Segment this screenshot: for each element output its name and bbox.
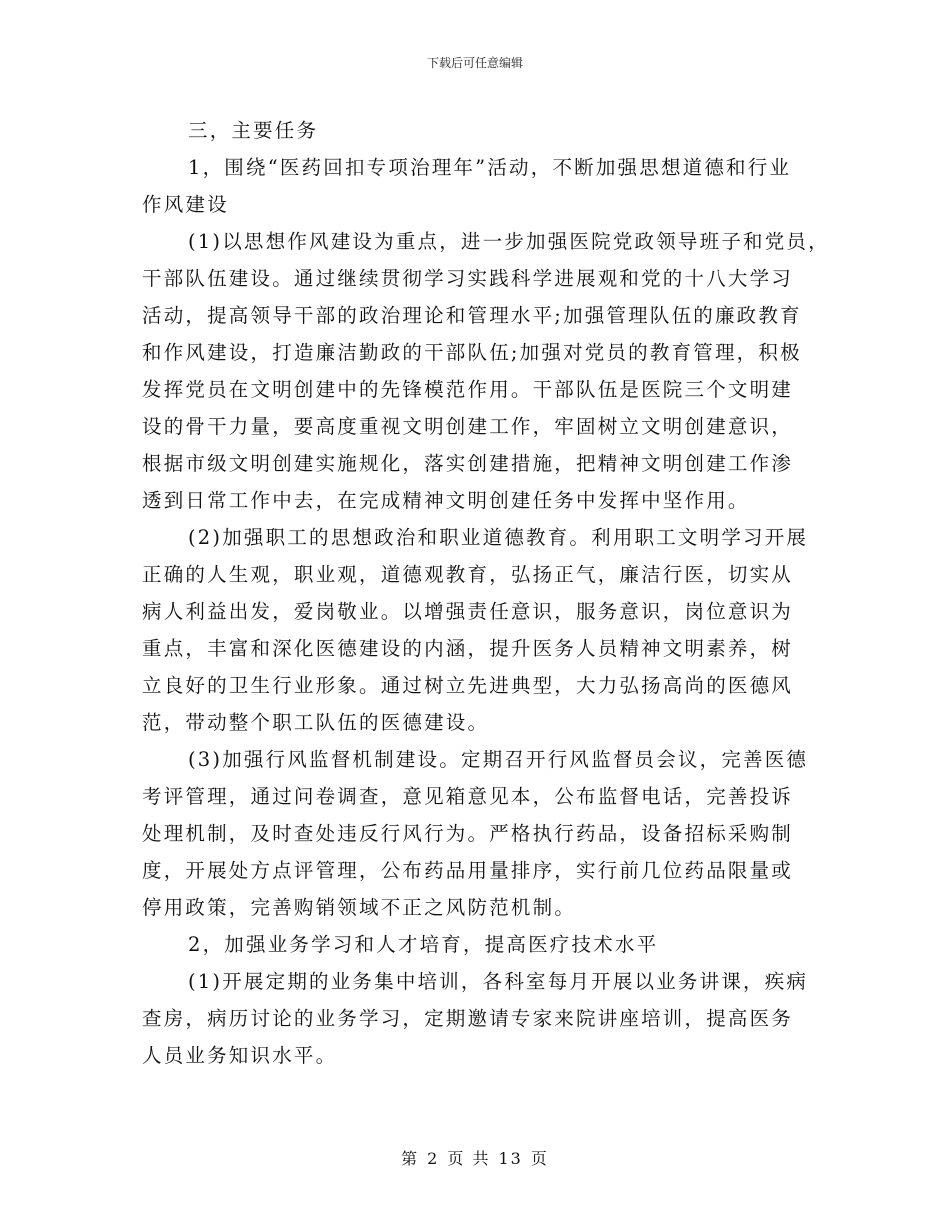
text-line: 作风建设 (142, 193, 229, 216)
text-line: 和作风建设，打造廉洁勤政的干部队伍;加强对党员的教育管理，积极 (142, 341, 802, 364)
text-line: 1，围绕“医药回扣专项治理年”活动，不断加强思想道德和行业 (188, 156, 792, 179)
footer-suffix: 页 (530, 1149, 549, 1168)
text-line: 病人利益出发，爱岗敬业。以增强责任意识，服务意识，岗位意识为 (142, 600, 794, 623)
text-line: 设的骨干力量，要高度重视文明创建工作，牢固树立文明创建意识， (142, 415, 794, 438)
text-line: 重点，丰富和深化医德建设的内涵，提升医务人员精神文明素养，树 (142, 637, 794, 660)
page-header: 下载后可任意编辑 (426, 56, 523, 70)
text-line: 考评管理，通过问卷调查，意见箱意见本，公布监督电话，完善投诉 (142, 785, 794, 808)
text-line: 干部队伍建设。通过继续贯彻学习实践科学进展观和党的十八大学习 (142, 267, 794, 290)
text-line: 透到日常工作中去，在完成精神文明创建任务中发挥中坚作用。 (142, 489, 750, 512)
text-line: (3)加强行风监督机制建设。定期召开行风监督员会议，完善医德 (188, 748, 809, 771)
footer-prefix: 第 (401, 1149, 420, 1168)
text-line: 人员业务知识水平。 (142, 1044, 338, 1067)
text-line: 停用政策，完善购销领域不正之风防范机制。 (142, 896, 577, 919)
document-body (142, 112, 830, 1074)
text-line: 度，开展处方点评管理，公布药品用量排序，实行前几位药品限量或 (142, 859, 794, 882)
text-line: (2)加强职工的思想政治和职业道德教育。利用职工文明学习开展 (188, 526, 809, 549)
text-line: 范，带动整个职工队伍的医德建设。 (142, 711, 490, 734)
page-footer (0, 1146, 950, 1169)
text-line: 三，主要任务 (188, 119, 319, 142)
text-line: 查房，病历讨论的业务学习，定期邀请专家来院讲座培训，提高医务 (142, 1007, 794, 1030)
text-line: 发挥党员在文明创建中的先锋模范作用。干部队伍是医院三个文明建 (142, 378, 794, 401)
footer-mid: 页 共 (447, 1149, 491, 1168)
text-line: 立良好的卫生行业形象。通过树立先进典型，大力弘扬高尚的医德风 (142, 674, 794, 697)
text-line: 处理机制，及时查处违反行风行为。严格执行药品，设备招标采购制 (142, 822, 794, 845)
text-line: 根据市级文明创建实施规化，落实创建措施，把精神文明创建工作渗 (142, 452, 794, 475)
text-line: 正确的人生观，职业观，道德观教育，弘扬正气，廉洁行医，切实从 (142, 563, 794, 586)
text-line: 活动，提高领导干部的政治理论和管理水平;加强管理队伍的廉政教育 (142, 304, 802, 327)
current-page-number: 2 (427, 1149, 440, 1168)
text-line: (1)以思想作风建设为重点，进一步加强医院党政领导班子和党员， (188, 230, 830, 253)
text-line: (1)开展定期的业务集中培训，各科室每月开展以业务讲课，疾病 (188, 970, 809, 993)
text-line: 2，加强业务学习和人才培育，提高医疗技术水平 (188, 933, 659, 956)
total-page-count: 13 (498, 1149, 523, 1168)
